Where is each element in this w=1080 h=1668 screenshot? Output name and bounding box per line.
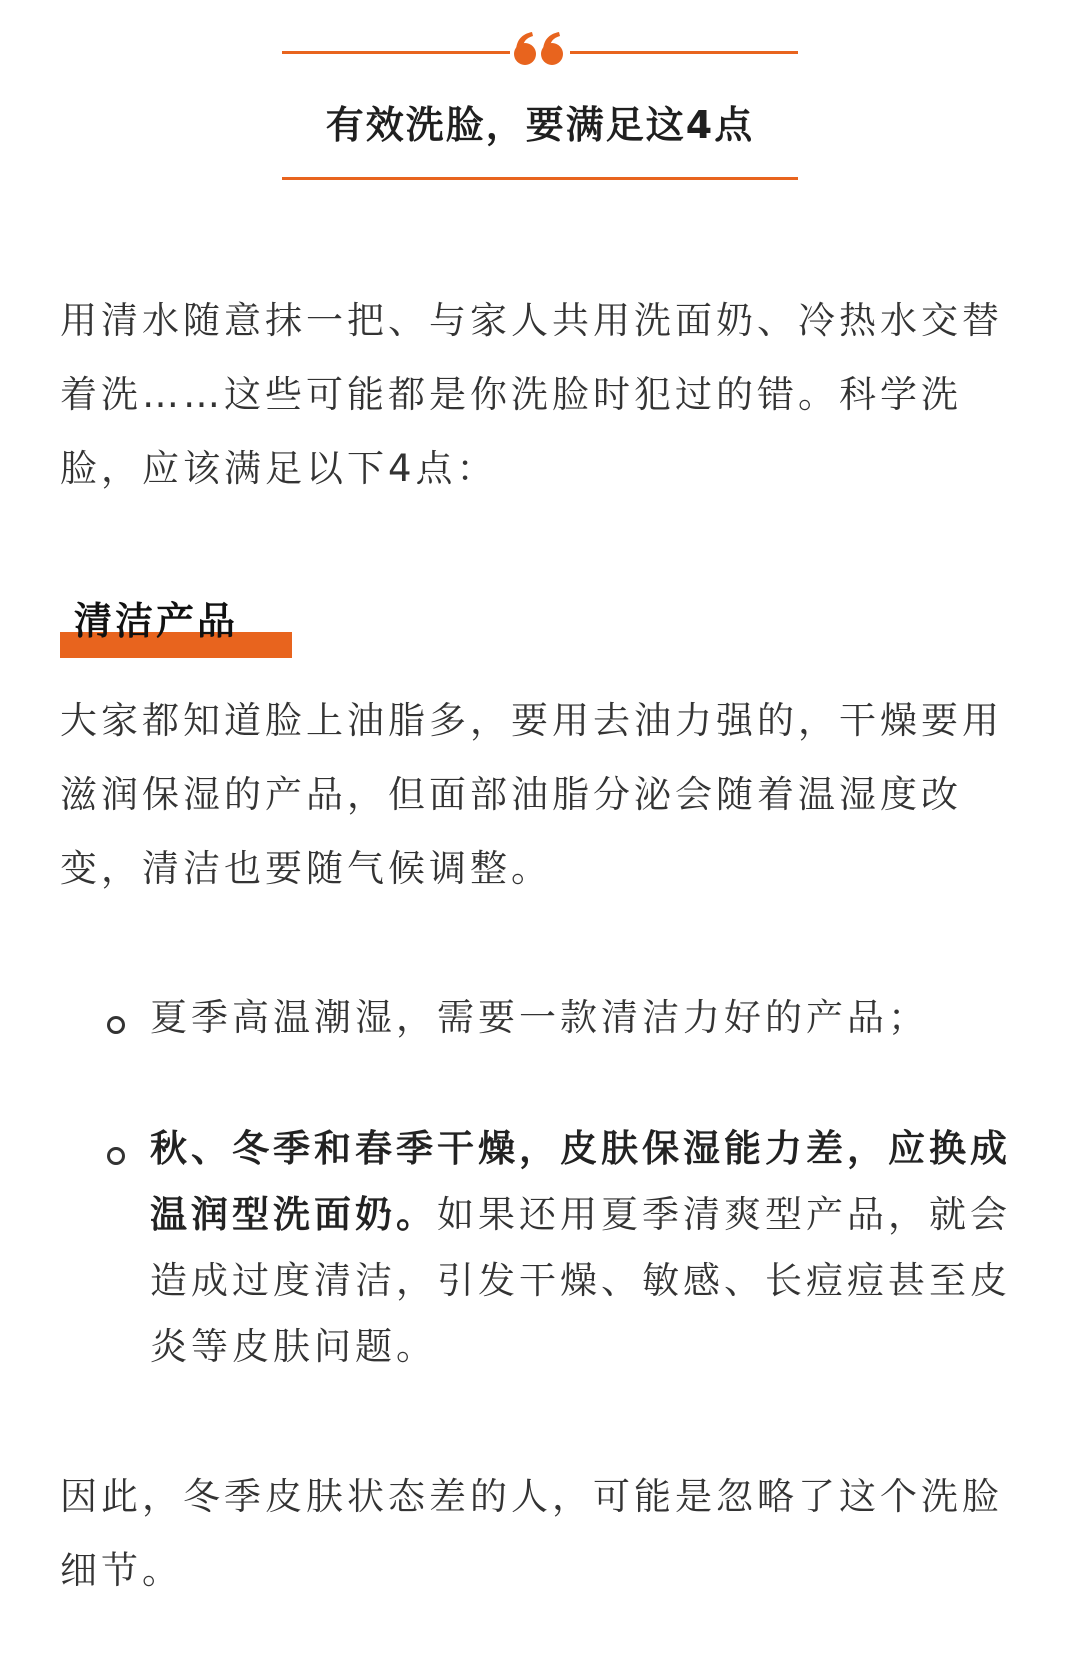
list-item xyxy=(150,985,1020,1051)
header-bottom-rule xyxy=(282,177,798,180)
list-item-text: 夏季高温潮湿，需要一款清洁力好的产品； xyxy=(150,996,929,1039)
list-item-text: 如果还用夏季清爽型产品，就会造成过度清洁，引发干燥、敏感、长痘痘甚至皮炎等皮肤问题。 xyxy=(150,1193,1011,1368)
list-item-bold-text: 秋、冬季和春季干燥，皮肤保湿能力差，应换成温润型洗面奶。 xyxy=(150,1127,1011,1236)
section-heading-text: 清洁产品 xyxy=(74,599,239,643)
section-paragraph: 大家都知道脸上油脂多，要用去油力强的，干燥要用滋润保湿的产品，但面部油脂分泌会随着温湿度改变，清洁也要随气候调整。 xyxy=(60,699,1003,890)
bullet-circle-icon xyxy=(107,1147,125,1165)
quote-mark-icon xyxy=(510,28,570,74)
intro-paragraph: 用清水随意抹一把、与家人共用洗面奶、冷热水交替着洗……这些可能都是你洗脸时犯过的错。科学洗脸，应该满足以下4点： xyxy=(60,299,1003,490)
article-header xyxy=(282,28,798,188)
list-item xyxy=(150,1116,1020,1380)
conclusion-paragraph: 因此，冬季皮肤状态差的人，可能是忽略了这个洗脸细节。 xyxy=(60,1475,1003,1592)
page-title: 有效洗脸，要满足这4点 xyxy=(325,103,755,147)
bullet-circle-icon xyxy=(107,1016,125,1034)
section-heading xyxy=(60,596,292,658)
